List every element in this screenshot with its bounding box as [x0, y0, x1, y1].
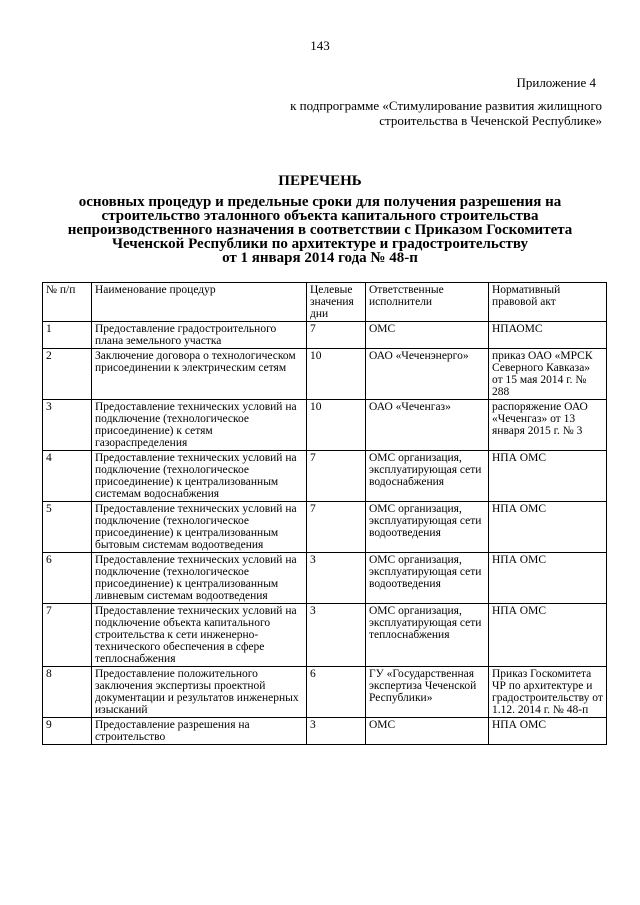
header-responsible: Ответственные исполнители — [366, 283, 489, 322]
cell-name: Предоставление технических условий на подключение (технологическое присоединение) к централизованным ливневым системам водоотведения — [92, 553, 307, 604]
cell-days: 3 — [307, 604, 366, 667]
cell-name: Предоставление технических условий на подключение объекта капитального строительства к сети инженерно-технического обеспечения в сфере теплоснабжения — [92, 604, 307, 667]
table-row — [43, 451, 607, 502]
cell-responsible: ГУ «Государственная экспертиза Чеченской Республики» — [366, 667, 489, 718]
cell-responsible: ОМС организация, эксплуатирующая сети водоотведения — [366, 553, 489, 604]
cell-num: 6 — [43, 553, 92, 604]
table-row — [43, 667, 607, 718]
cell-name: Заключение договора о технологическом присоединении к электрическим сетям — [92, 349, 307, 400]
table-row — [43, 553, 607, 604]
cell-act: НПА ОМС — [489, 553, 607, 604]
cell-num: 2 — [43, 349, 92, 400]
cell-act: Приказ Госкомитета ЧР по архитектуре и градостроительству от 1.12. 2014 г. № 48-п — [489, 667, 607, 718]
table-row — [43, 349, 607, 400]
cell-act: НПА ОМС — [489, 604, 607, 667]
cell-num: 9 — [43, 718, 92, 745]
cell-responsible: ОМС — [366, 322, 489, 349]
cell-act: НПА ОМС — [489, 718, 607, 745]
cell-days: 7 — [307, 451, 366, 502]
header-num: № п/п — [43, 283, 92, 322]
appendix-subline-2: строительства в Чеченской Республике» — [379, 113, 602, 128]
table-row — [43, 718, 607, 745]
header-days: Целевые значения дни — [307, 283, 366, 322]
cell-name: Предоставление технических условий на подключение (технологическое присоединение) к централизованным системам водоснабжения — [92, 451, 307, 502]
document-title: ПЕРЕЧЕНЬ — [278, 173, 362, 189]
cell-name: Предоставление положительного заключения экспертизы проектной документации и результатов инженерных изысканий — [92, 667, 307, 718]
cell-responsible: ОМС организация, эксплуатирующая сети теплоснабжения — [366, 604, 489, 667]
table-row — [43, 604, 607, 667]
table-row — [43, 400, 607, 451]
cell-responsible: ОМС — [366, 718, 489, 745]
cell-act: НПА ОМС — [489, 502, 607, 553]
cell-days: 10 — [307, 400, 366, 451]
subtitle-line-4: Чеченской Республики по архитектуре и градостроительству — [112, 236, 528, 252]
page-number: 143 — [310, 38, 330, 53]
subtitle-line-5: от 1 января 2014 года № 48-п — [222, 250, 418, 266]
header-act: Нормативный правовой акт — [489, 283, 607, 322]
cell-days: 7 — [307, 502, 366, 553]
appendix-subline-1: к подпрограмме «Стимулирование развития жилищного — [290, 98, 602, 113]
cell-responsible: ОАО «Чеченгаз» — [366, 400, 489, 451]
cell-act: НПАОМС — [489, 322, 607, 349]
table-header-row — [43, 283, 607, 322]
subtitle-line-3: непроизводственного назначения в соответствии с Приказом Госкомитета — [67, 222, 573, 238]
cell-num: 4 — [43, 451, 92, 502]
cell-name: Предоставление разрешения на строительство — [92, 718, 307, 745]
cell-num: 3 — [43, 400, 92, 451]
cell-num: 7 — [43, 604, 92, 667]
subtitle-line-2: строительство эталонного объекта капитального строительства — [101, 208, 539, 224]
document-subtitle — [60, 195, 580, 265]
cell-responsible: ОМС организация, эксплуатирующая сети водоснабжения — [366, 451, 489, 502]
cell-responsible: ОАО «Чеченэнерго» — [366, 349, 489, 400]
cell-act: распоряжение ОАО «Чеченгаз» от 13 января 2015 г. № 3 — [489, 400, 607, 451]
cell-days: 10 — [307, 349, 366, 400]
cell-num: 1 — [43, 322, 92, 349]
table-row — [43, 322, 607, 349]
cell-act: НПА ОМС — [489, 451, 607, 502]
appendix-label: Приложение 4 — [516, 75, 596, 90]
subtitle-line-1: основных процедур и предельные сроки для получения разрешения на — [78, 194, 562, 210]
appendix-reference — [286, 98, 602, 128]
cell-act: приказ ОАО «МРСК Северного Кавказа» от 15 мая 2014 г. № 288 — [489, 349, 607, 400]
cell-days: 7 — [307, 322, 366, 349]
cell-days: 3 — [307, 553, 366, 604]
header-name: Наименование процедур — [92, 283, 307, 322]
cell-name: Предоставление технических условий на подключение (технологическое присоединение) к централизованным бытовым системам водоотведения — [92, 502, 307, 553]
cell-days: 6 — [307, 667, 366, 718]
cell-num: 5 — [43, 502, 92, 553]
cell-responsible: ОМС организация, эксплуатирующая сети водоотведения — [366, 502, 489, 553]
table-row — [43, 502, 607, 553]
cell-name: Предоставление технических условий на подключение (технологическое присоединение) к сетям газораспределения — [92, 400, 307, 451]
cell-days: 3 — [307, 718, 366, 745]
cell-name: Предоставление градостроительного плана земельного участка — [92, 322, 307, 349]
cell-num: 8 — [43, 667, 92, 718]
procedures-table — [42, 282, 607, 745]
